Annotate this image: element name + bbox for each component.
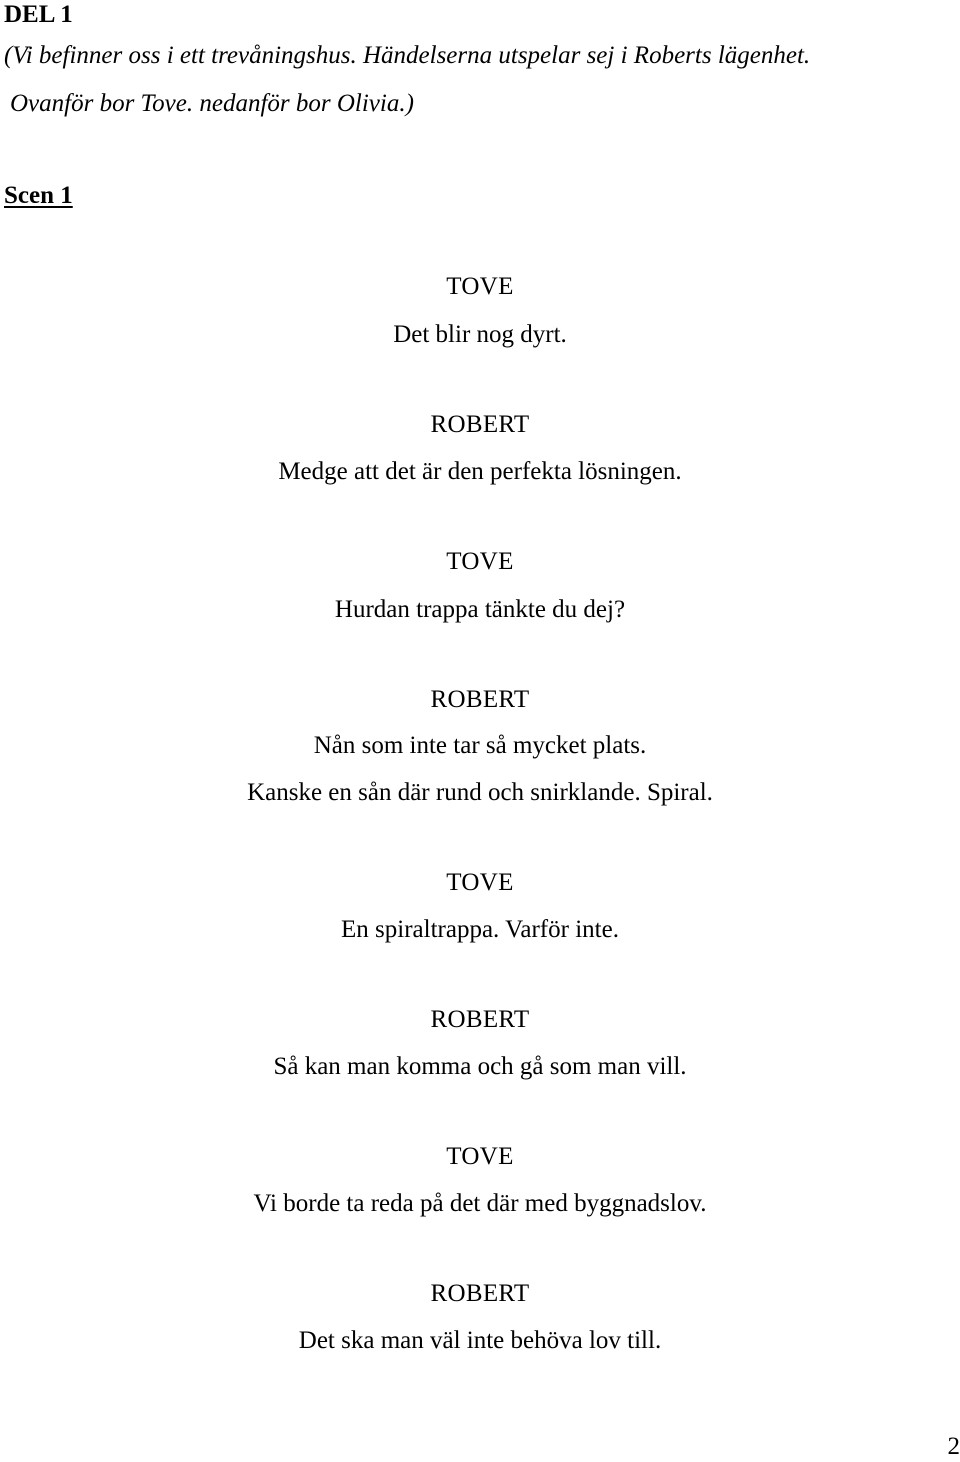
dialogue-line: Vi borde ta reda på det där med byggnadslov.	[0, 1189, 960, 1219]
speaker-name: ROBERT	[0, 1279, 960, 1309]
dialogue-line: Nån som inte tar så mycket plats.	[0, 731, 960, 761]
page-number: 2	[948, 1432, 960, 1462]
dialogue-line: Kanske en sån där rund och snirklande. Spiral.	[0, 778, 960, 808]
dialogue-line: Medge att det är den perfekta lösningen.	[0, 457, 960, 487]
scene-title: Scen 1	[4, 181, 73, 211]
stage-direction-line: Ovanför bor Tove. nedanför bor Olivia.)	[10, 89, 414, 119]
dialogue-line: En spiraltrappa. Varför inte.	[0, 915, 960, 945]
speaker-name: TOVE	[0, 272, 960, 302]
speaker-name: TOVE	[0, 868, 960, 898]
dialogue-line: Hurdan trappa tänkte du dej?	[0, 595, 960, 625]
speaker-name: ROBERT	[0, 410, 960, 440]
dialogue-line: Det blir nog dyrt.	[0, 320, 960, 350]
stage-direction-line: (Vi befinner oss i ett trevåningshus. Händelserna utspelar sej i Roberts lägenhet.	[4, 41, 810, 71]
dialogue-line: Det ska man väl inte behöva lov till.	[0, 1326, 960, 1356]
speaker-name: TOVE	[0, 547, 960, 577]
act-title: DEL 1	[4, 0, 73, 30]
speaker-name: ROBERT	[0, 685, 960, 715]
speaker-name: ROBERT	[0, 1005, 960, 1035]
speaker-name: TOVE	[0, 1142, 960, 1172]
dialogue-line: Så kan man komma och gå som man vill.	[0, 1052, 960, 1082]
